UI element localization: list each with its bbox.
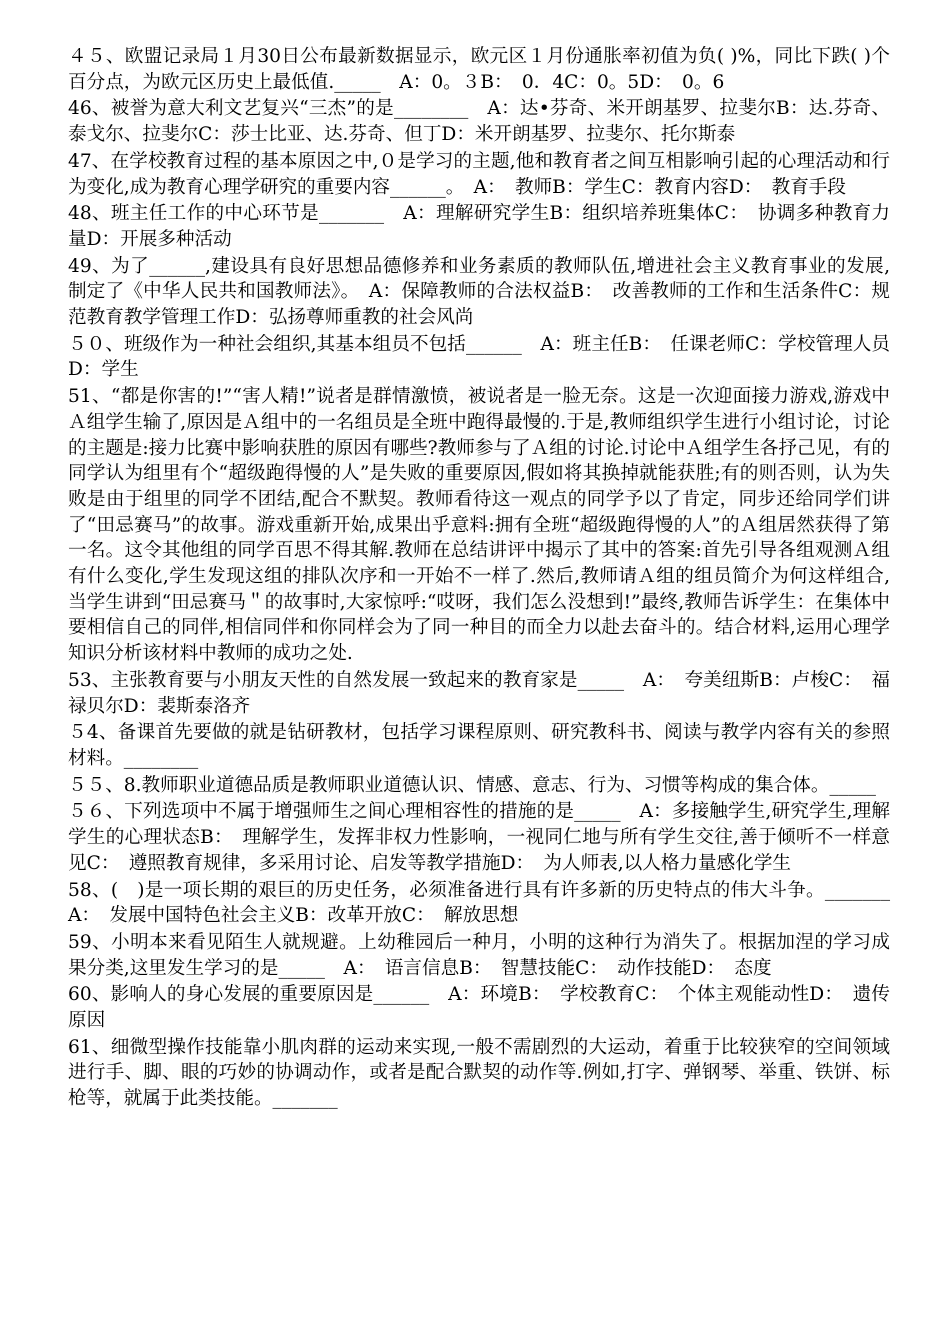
question-61: 61、细微型操作技能靠小肌肉群的运动来实现,一般不需剧烈的大运动，着重于比较狭窄的空间领域进行手、脚、眼的巧妙的协调动作，或者是配合默契的动作等.例如,打字、弹钢琴、举重、铁饼、标枪等，就属于此类技能。_______ [68,1036,890,1110]
question-47: 47、在学校教育过程的基本原因之中,０是学习的主题,他和教育者之间互相影响引起的心理活动和行为变化,成为教育心理学研究的重要内容______。 A： 教师B：学生C：教育内容D： 教育手段 [68,150,890,198]
question-48: 48、班主任工作的中心环节是_______ A：理解研究学生B：组织培养班集体C： 协调多种教育力量D：开展多种活动 [68,203,890,250]
question-53: 53、主张教育要与小朋友天性的自然发展一致起来的教育家是_____ A： 夸美纽斯B：卢梭C： 福禄贝尔D：裴斯泰洛齐 [68,669,890,717]
question-58: 58、( )是一项长期的艰巨的历史任务，必须准备进行具有许多新的历史特点的伟大斗争。_______ A： 发展中国特色社会主义B：改革开放C： 解放思想 [68,879,909,927]
question-60: 60、影响人的身心发展的重要原因是______ A：环境B： 学校教育C： 个体主观能动性D： 遗传原因 [68,984,890,1032]
question-59: 59、小明本来看见陌生人就规避。上幼稚园后一种月，小明的这种行为消失了。根据加涅的学习成果分类,这里发生学习的是_____ A： 语言信息B： 智慧技能C： 动作技能D： 态度 [68,931,890,979]
question-45: ４５、欧盟记录局１月30日公布最新数据显示，欧元区１月份通胀率初值为负( )%，同比下跌( )个百分点，为欧元区历史上最低值._____ A：0。３B： 0．4C：0。5D： 0。6 [68,46,890,93]
question-56: ５６、下列选项中不属于增强师生之间心理相容性的措施的是_____ A：多接触学生,研究学生,理解学生的心理状态B： 理解学生，发挥非权力性影响，一视同仁地与所有学生交往,善于倾听不一样意见C： 遵照教育规律，多采用讨论、启发等教学措施D： 为人师表,以人格力量感化学生 [68,801,890,874]
question-51: 51、“都是你害的!”“害人精!”说者是群情激愤，被说者是一脸无奈。这是一次迎面接力游戏,游戏中Ａ组学生输了,原因是Ａ组中的一名组员是全班中跑得最慢的.于是,教师组织学生进行小组讨论，讨论的主题是:接力比赛中影响获胜的原因有哪些?教师参与了Ａ组的讨论.讨论中Ａ组学生各抒己见，有的同学认为组里有个“超级跑得慢的人”是失败的重要原因,假如将其换掉就能获胜;有的则否则，认为失败是由于组里的同学不团结,配合不默契。教师看待这一观点的同学予以了肯定，同步还给同学们讲了“田忌赛马”的故事。游戏重新开始,成果出乎意料:拥有全班“超级跑得慢的人”的Ａ组居然获得了第一名。这令其他组的同学百思不得其解.教师在总结讲评中揭示了其中的答案:首先引导各组观测Ａ组有什么变化,学生发现这组的排队次序和一开始不一样了.然后,教师请Ａ组的组员简介为何这样组合,当学生讲到“田忌赛马＂的故事时,大家惊呼:“哎呀，我们怎么没想到!”最终,教师告诉学生：在集体中要相信自己的同伴,相信同伴和你同样会为了同一种目的而全力以赴去奋斗的。结合材料,运用心理学知识分析该材料中教师的成功之处. [68,386,890,665]
question-46: 46、被誉为意大利文艺复兴“三杰”的是________ A：达•芬奇、米开朗基罗、拉斐尔B：达.芬奇、泰戈尔、拉斐尔C：莎士比亚、达.芬奇、但丁D：米开朗基罗、拉斐尔、托尔斯泰 [68,98,890,146]
question-54: ５4、备课首先要做的就是钻研教材，包括学习课程原则、研究教科书、阅读与教学内容有关的参照材料。________ [68,722,890,769]
question-49: 49、为了______,建设具有良好思想品德修养和业务素质的教师队伍,增进社会主义教育事业的发展,制定了《中华人民共和国教师法》。 A：保障教师的合法权益B： 改善教师的工作和生活条件C：规范教育教学管理工作D：弘扬尊师重教的社会风尚 [68,255,890,329]
question-55: ５５、8.教师职业道德品质是教师职业道德认识、情感、意志、行为、习惯等构成的集合体。_____ [68,774,876,796]
question-50: ５０、班级作为一种社会组织,其基本组员不包括______ A：班主任B： 任课老师C：学校管理人员D：学生 [68,333,890,381]
